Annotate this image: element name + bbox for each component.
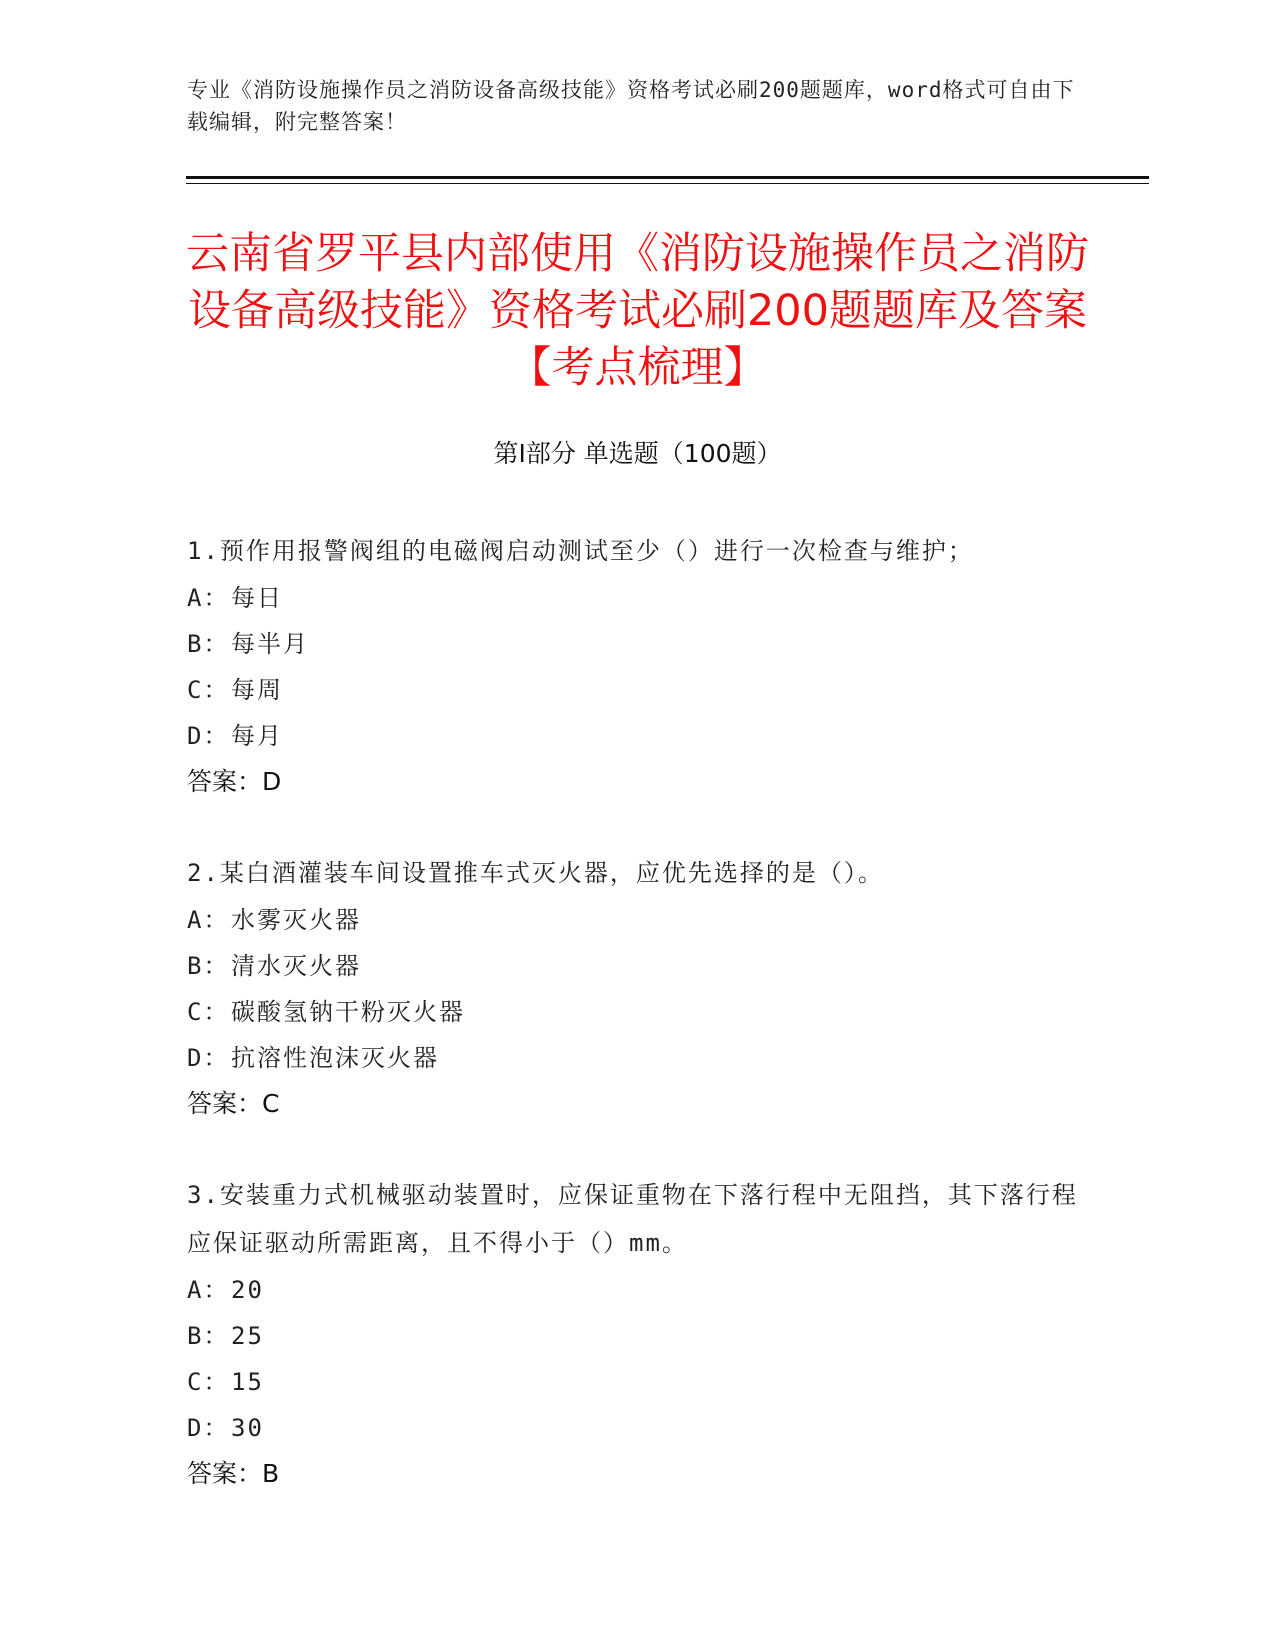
option-text: 碳酸氢钠干粉灭火器 [231,998,465,1026]
option-b [187,1313,1087,1359]
option-letter: C： [187,676,230,704]
question-stem: 1.预作用报警阀组的电磁阀启动测试至少（）进行一次检查与维护； [187,537,974,565]
option-d [187,713,1087,759]
option-b [187,621,1087,667]
option-letter: D： [187,722,230,750]
option-letter: A： [187,1276,230,1304]
header-divider-thick [186,176,1149,179]
option-letter: B： [187,1322,230,1350]
option-a [187,575,1087,621]
option-a [187,897,1087,943]
question-1 [187,527,1087,805]
option-text: 30 [231,1414,264,1442]
option-text: 25 [231,1322,264,1350]
option-text: 抗溶性泡沫灭火器 [231,1044,439,1072]
question-stem: 3.安装重力式机械驱动装置时，应保证重物在下落行程中无阻挡，其下落行程应保证驱动所需距离，且不得小于（）mm。 [187,1181,1078,1257]
option-letter: A： [187,906,230,934]
question-3 [187,1171,1087,1497]
option-d [187,1035,1087,1081]
option-d [187,1405,1087,1451]
answer-line: 答案：C [187,1089,280,1118]
option-text: 每月 [231,722,283,750]
question-stem: 2.某白酒灌装车间设置推车式灭火器，应优先选择的是（）。 [187,859,884,887]
option-text: 每半月 [231,630,309,658]
option-text: 清水灭火器 [231,952,361,980]
option-letter: B： [187,952,230,980]
answer-line: 答案：D [187,767,282,796]
question-list [187,527,1087,1541]
option-text: 20 [231,1276,264,1304]
option-letter: C： [187,998,230,1026]
option-text: 15 [231,1368,264,1396]
option-text: 每周 [231,676,283,704]
option-letter: D： [187,1044,230,1072]
option-letter: D： [187,1414,230,1442]
option-c [187,667,1087,713]
option-b [187,943,1087,989]
question-2 [187,849,1087,1127]
option-letter: A： [187,584,230,612]
option-text: 水雾灭火器 [231,906,361,934]
document-title: 云南省罗平县内部使用《消防设施操作员之消防设备高级技能》资格考试必刷200题题库及答案【考点梳理】 [186,229,1089,393]
option-a [187,1267,1087,1313]
option-c [187,1359,1087,1405]
option-letter: B： [187,630,230,658]
header-note: 专业《消防设施操作员之消防设备高级技能》资格考试必刷200题题库，word格式可自由下载编辑，附完整答案！ [187,78,1075,134]
header-divider-thin [186,183,1149,184]
option-letter: C： [187,1368,230,1396]
answer-line: 答案：B [187,1459,280,1488]
option-c [187,989,1087,1035]
option-text: 每日 [231,584,283,612]
section-heading: 第I部分 单选题（100题） [493,439,782,468]
